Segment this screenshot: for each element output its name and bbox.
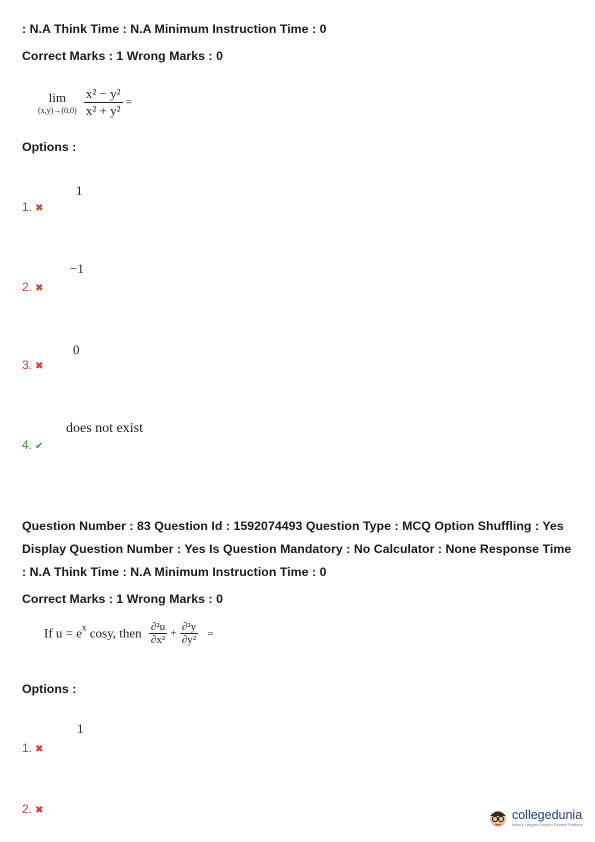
q83-fraction-1: [149, 621, 167, 646]
q82-question: [38, 86, 132, 119]
q82-option-4-text: does not exist: [66, 421, 143, 436]
q83-f1-numerator: ∂²u: [150, 621, 166, 633]
q82-equals: =: [125, 96, 133, 109]
mascot-icon: [487, 806, 509, 830]
q83-meta-line-3: : N.A Think Time : N.A Minimum Instruction Time : 0: [22, 565, 327, 579]
cross-icon: ✖: [35, 744, 44, 755]
q83-exponent: x: [82, 622, 87, 633]
q82-options-label: Options :: [22, 140, 77, 154]
q82-option-1-text: 1: [76, 183, 83, 198]
q83-f1-denominator: ∂x²: [150, 634, 166, 646]
q82-option-1[interactable]: [22, 200, 43, 214]
cross-icon: ✖: [35, 805, 44, 816]
q83-f2-denominator: ∂y²: [181, 634, 197, 646]
q82-marks-line: Correct Marks : 1 Wrong Marks : 0: [22, 49, 223, 63]
q83-equals: =: [207, 627, 214, 640]
q83-marks-line: Correct Marks : 1 Wrong Marks : 0: [22, 592, 223, 606]
q83-f2-numerator: ∂²y: [181, 621, 197, 633]
q82-denominator: x² + y²: [85, 103, 121, 118]
q83-fraction-2: [180, 621, 198, 646]
option-number: 3.: [22, 358, 33, 372]
lim-operator: lim: [48, 90, 66, 105]
cross-icon: ✖: [35, 361, 44, 372]
q82-option-3[interactable]: [22, 358, 43, 372]
q82-option-3-text: 0: [73, 342, 80, 357]
option-number: 1.: [22, 741, 33, 755]
q82-option-4[interactable]: [22, 438, 43, 452]
option-number: 1.: [22, 200, 33, 214]
option-number: 4.: [22, 438, 33, 452]
q83-option-2[interactable]: [22, 802, 43, 816]
q82-option-2-text: −1: [70, 261, 84, 276]
q83-meta-line-1: Question Number : 83 Question Id : 1592074493 Question Type : MCQ Option Shuffling : Yes: [22, 519, 564, 533]
cross-icon: ✖: [35, 203, 44, 214]
q82-meta-line: : N.A Think Time : N.A Minimum Instruction Time : 0: [22, 22, 327, 36]
q83-prefix: If u = e: [44, 625, 83, 641]
q83-options-label: Options :: [22, 682, 77, 696]
q83-meta-line-2: Display Question Number : Yes Is Question Mandatory : No Calculator : None Response Time: [22, 542, 572, 556]
collegedunia-logo: [487, 806, 583, 830]
check-icon: ✔: [35, 441, 44, 452]
q82-numerator: x² − y²: [85, 86, 121, 101]
logo-name: collegedunia: [511, 808, 583, 822]
option-number: 2.: [22, 802, 33, 816]
option-number: 2.: [22, 280, 33, 294]
q83-option-1-text: 1: [77, 721, 84, 736]
q83-suffix: cosy, then: [86, 625, 142, 641]
lim-subscript: (x,y)→(0,0): [38, 106, 77, 115]
cross-icon: ✖: [35, 283, 44, 294]
logo-tagline: India's Largest Student Review Platform: [511, 822, 583, 827]
q83-question: [44, 621, 214, 646]
q82-option-2[interactable]: [22, 280, 43, 294]
q83-option-1[interactable]: [22, 741, 43, 755]
q82-fraction: [84, 86, 123, 119]
q83-plus: +: [170, 627, 177, 640]
